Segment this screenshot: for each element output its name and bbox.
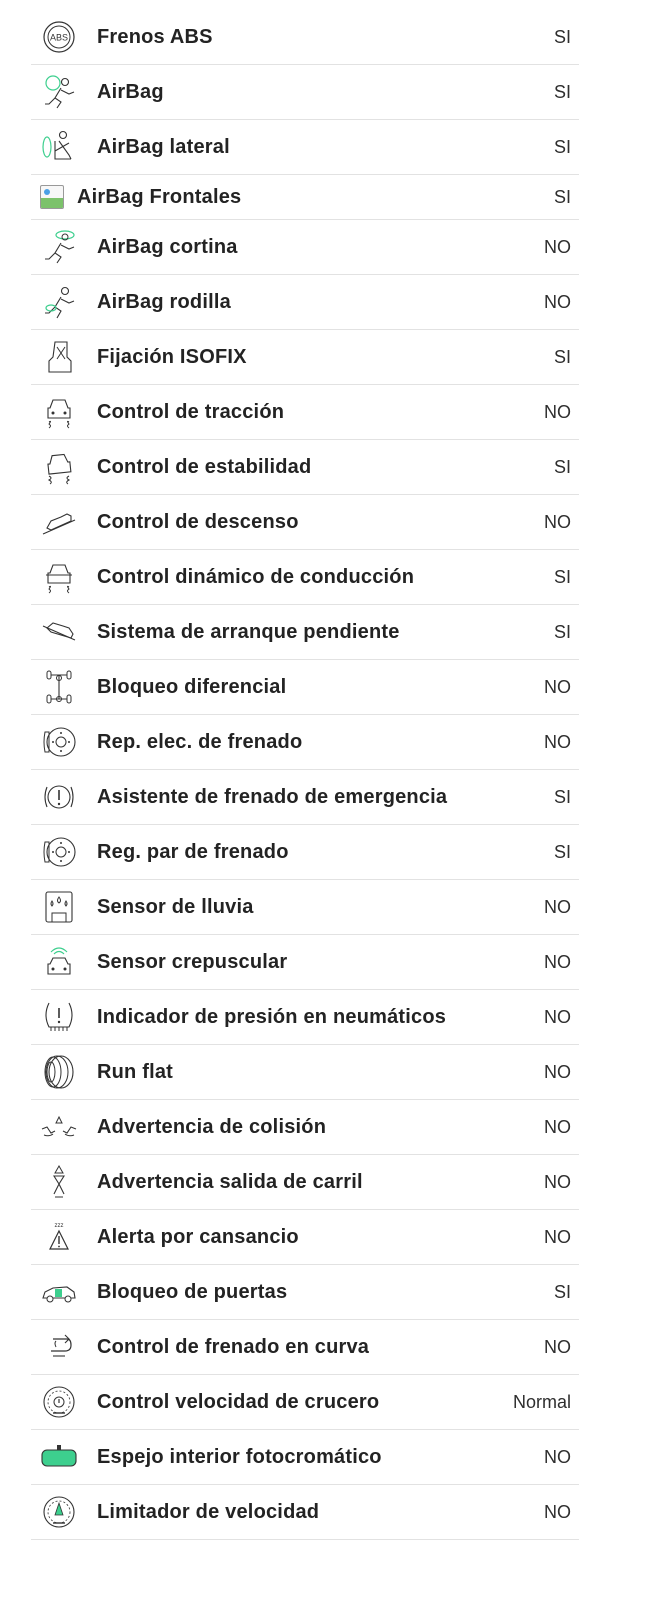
list-item	[31, 1210, 579, 1265]
feature-value: SI	[553, 136, 571, 157]
feature-label: Alerta por cansancio	[97, 1225, 299, 1248]
feature-value: NO	[544, 236, 571, 257]
tire-pressure-icon	[39, 997, 79, 1037]
feature-label: Sensor de lluvia	[97, 895, 254, 918]
feature-value: NO	[544, 1336, 571, 1357]
collision-warning-icon	[39, 1107, 79, 1147]
feature-label: Sensor crepuscular	[97, 950, 288, 973]
brake-torque-icon	[39, 832, 79, 872]
list-item	[31, 715, 579, 770]
rain-sensor-icon	[39, 887, 79, 927]
list-item	[31, 1265, 579, 1320]
feature-value: SI	[553, 456, 571, 477]
curve-brake-icon	[39, 1327, 79, 1367]
brake-disc-icon	[39, 722, 79, 762]
feature-value: NO	[544, 401, 571, 422]
list-item	[31, 495, 579, 550]
feature-value: SI	[553, 186, 571, 207]
list-item	[31, 1375, 579, 1430]
list-item	[31, 275, 579, 330]
list-item	[31, 10, 579, 65]
list-item	[31, 120, 579, 175]
feature-value: NO	[544, 731, 571, 752]
curtain-airbag-icon	[39, 227, 79, 267]
feature-label: Espejo interior fotocromático	[97, 1445, 382, 1468]
cruise-control-icon	[39, 1382, 79, 1422]
safety-features-list	[31, 10, 579, 1540]
feature-label: Asistente de frenado de emergencia	[97, 785, 448, 808]
feature-label: Bloqueo diferencial	[97, 675, 287, 698]
feature-value: Normal	[512, 1391, 571, 1412]
feature-value: NO	[544, 1171, 571, 1192]
feature-value: SI	[553, 81, 571, 102]
feature-label: Limitador de velocidad	[97, 1500, 320, 1523]
feature-label: Reg. par de frenado	[97, 840, 289, 863]
feature-label: Indicador de presión en neumáticos	[97, 1005, 447, 1028]
feature-label: Control de estabilidad	[97, 455, 312, 478]
list-item	[31, 330, 579, 385]
speed-limiter-icon	[39, 1492, 79, 1532]
list-item	[31, 660, 579, 715]
list-item	[31, 65, 579, 120]
abs-icon	[39, 17, 79, 57]
feature-label: Advertencia salida de carril	[97, 1170, 363, 1193]
emergency-brake-icon	[39, 777, 79, 817]
list-item	[31, 385, 579, 440]
list-item	[31, 1100, 579, 1155]
feature-value: SI	[553, 26, 571, 47]
feature-label: Control velocidad de crucero	[97, 1390, 380, 1413]
feature-value: SI	[553, 786, 571, 807]
list-item	[31, 440, 579, 495]
mirror-icon	[39, 1437, 79, 1477]
feature-label: Control de descenso	[97, 510, 299, 533]
run-flat-icon	[39, 1052, 79, 1092]
feature-label: Control de tracción	[97, 400, 285, 423]
feature-value: SI	[553, 621, 571, 642]
feature-value: SI	[553, 1281, 571, 1302]
lane-departure-icon	[39, 1162, 79, 1202]
list-item	[31, 605, 579, 660]
hill-start-icon	[39, 612, 79, 652]
feature-label: Sistema de arranque pendiente	[97, 620, 400, 643]
feature-label: AirBag	[97, 80, 164, 103]
feature-value: NO	[544, 291, 571, 312]
feature-label: Rep. elec. de frenado	[97, 730, 303, 753]
list-item	[31, 220, 579, 275]
feature-label: AirBag rodilla	[97, 290, 231, 313]
feature-value: NO	[544, 1226, 571, 1247]
feature-value: NO	[544, 1501, 571, 1522]
knee-airbag-icon	[39, 282, 79, 322]
list-item	[31, 1485, 579, 1540]
list-item	[31, 1430, 579, 1485]
descent-control-icon	[39, 502, 79, 542]
svg-text:ABS: ABS	[49, 32, 69, 43]
traction-control-icon	[39, 392, 79, 432]
feature-label: Control de frenado en curva	[97, 1335, 370, 1358]
feature-value: SI	[553, 346, 571, 367]
feature-label: Frenos ABS	[97, 25, 213, 48]
stability-control-icon	[39, 447, 79, 487]
feature-value: NO	[544, 1446, 571, 1467]
list-item	[31, 990, 579, 1045]
list-item	[31, 1045, 579, 1100]
child-seat-icon	[39, 337, 79, 377]
feature-label: Control dinámico de conducción	[97, 565, 415, 588]
list-item	[31, 880, 579, 935]
broken-image-icon	[39, 177, 65, 217]
feature-value: NO	[544, 1006, 571, 1027]
feature-label: Advertencia de colisión	[97, 1115, 327, 1138]
twilight-sensor-icon	[39, 942, 79, 982]
fatigue-alert-icon	[39, 1217, 79, 1257]
list-item	[31, 770, 579, 825]
feature-value: SI	[553, 566, 571, 587]
feature-label: Bloqueo de puertas	[97, 1280, 288, 1303]
feature-value: NO	[544, 951, 571, 972]
feature-value: NO	[544, 1116, 571, 1137]
feature-label: Fijación ISOFIX	[97, 345, 247, 368]
list-item	[31, 1320, 579, 1375]
list-item	[31, 175, 579, 220]
list-item	[31, 1155, 579, 1210]
list-item	[31, 825, 579, 880]
door-lock-icon	[39, 1272, 79, 1312]
feature-label: AirBag Frontales	[77, 185, 242, 208]
feature-value: NO	[544, 896, 571, 917]
feature-label: Run flat	[97, 1060, 174, 1083]
list-item	[31, 935, 579, 990]
feature-label: AirBag lateral	[97, 135, 230, 158]
feature-value: SI	[553, 841, 571, 862]
feature-value: NO	[544, 1061, 571, 1082]
feature-label: AirBag cortina	[97, 235, 238, 258]
feature-value: NO	[544, 676, 571, 697]
list-item	[31, 550, 579, 605]
airbag-icon	[39, 72, 79, 112]
dynamic-driving-icon	[39, 557, 79, 597]
svg-text:zzz: zzz	[54, 1223, 64, 1229]
differential-lock-icon	[39, 667, 79, 707]
feature-value: NO	[544, 511, 571, 532]
side-airbag-icon	[39, 127, 79, 167]
